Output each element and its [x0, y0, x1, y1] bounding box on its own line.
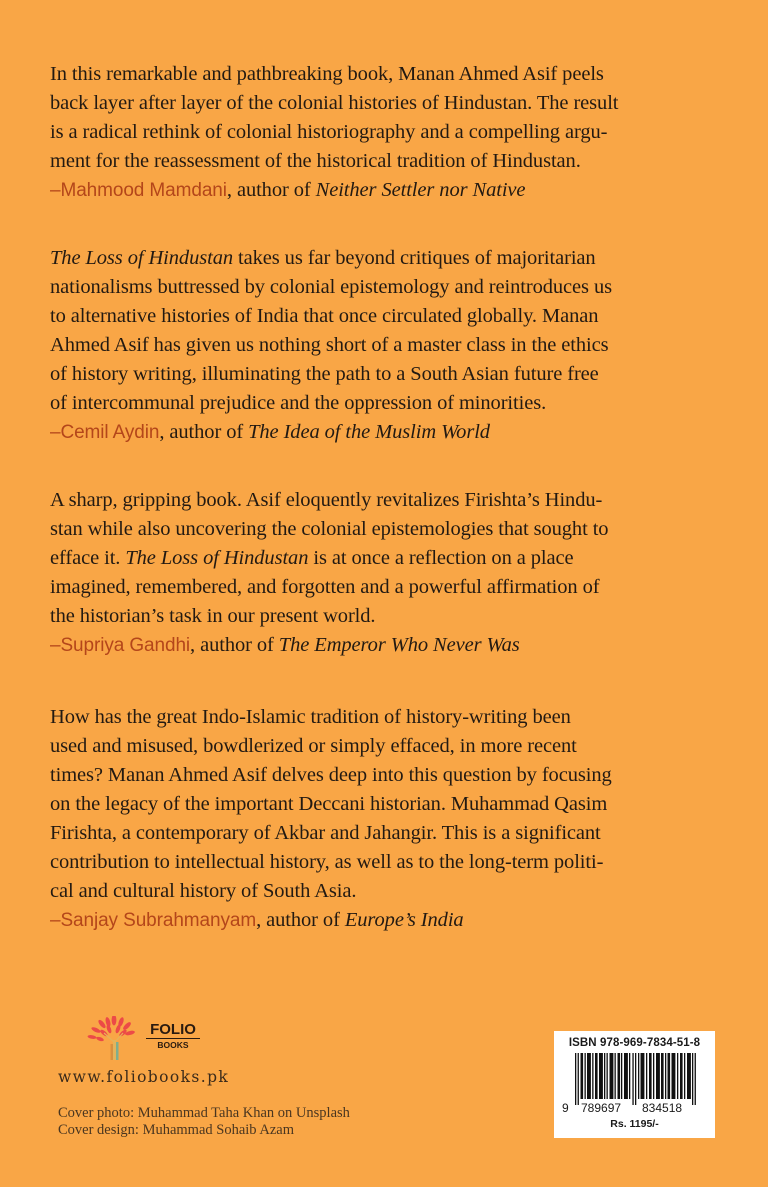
blurb-line: back layer after layer of the colonial histories of Hindustan. The result	[50, 92, 619, 114]
blurb-line-text: takes us far beyond critiques of majoritarian	[233, 247, 596, 269]
blurb-line: to alternative histories of India that once circulated globally. Manan	[50, 305, 599, 327]
blurb-line	[50, 544, 720, 573]
barcode-digit-group-1: 789697	[581, 1101, 622, 1115]
blurb-line	[50, 244, 720, 273]
blurb-line-text: is at once a reflection on a place	[308, 547, 574, 569]
book-title: The Loss of Hindustan	[125, 547, 309, 569]
cover-photo-credit: Cover photo: Muhammad Taha Khan on Unsplash	[58, 1105, 350, 1121]
blurb-line: stan while also uncovering the colonial epistemologies that sought to	[50, 518, 609, 540]
barcode-icon	[571, 1053, 699, 1105]
publisher-wordmark	[146, 1022, 200, 1050]
blurb-attribution	[50, 418, 720, 447]
blurb-line: used and misused, bowdlerized or simply effaced, in more recent	[50, 735, 577, 757]
barcode-digit-lead: 9	[562, 1101, 569, 1115]
blurb-line: of intercommunal prejudice and the oppression of minorities.	[50, 392, 547, 414]
attribution-name: –Supriya Gandhi	[50, 635, 191, 656]
blurb-gandhi	[50, 486, 720, 660]
price-label: Rs. 1195/-	[610, 1118, 659, 1130]
blurb-line: nationalisms buttressed by colonial epistemology and reintroduces us	[50, 276, 612, 298]
isbn-barcode-box	[554, 1031, 715, 1138]
attribution-name: –Mahmood Mamdani	[50, 180, 227, 201]
attribution-connector: , author of	[256, 909, 345, 931]
blurb-line: How has the great Indo-Islamic tradition of history-writing been	[50, 706, 571, 728]
blurb-line: Firishta, a contemporary of Akbar and Jahangir. This is a significant	[50, 822, 601, 844]
blurb-attribution	[50, 631, 720, 660]
attribution-work: Neither Settler nor Native	[315, 179, 526, 201]
isbn-label: ISBN 978-969-7834-51-8	[568, 1037, 701, 1049]
attribution-connector: , author of	[226, 179, 316, 201]
blurb-line: contribution to intellectual history, as well as to the long-term politi-	[50, 851, 604, 873]
blurb-subrahmanyam	[50, 703, 720, 935]
publisher-website: www.foliobooks.pk	[58, 1068, 230, 1086]
blurb-aydin	[50, 244, 720, 447]
barcode-digit-group-2: 834518	[642, 1101, 683, 1115]
blurb-line: imagined, remembered, and forgotten and a powerful affirmation of	[50, 576, 600, 598]
cover-design-credit: Cover design: Muhammad Sohaib Azam	[58, 1121, 294, 1138]
blurb-line: Ahmed Asif has given us nothing short of a master class in the ethics	[50, 334, 609, 356]
blurb-line: times? Manan Ahmed Asif delves deep into this question by focusing	[50, 764, 612, 786]
blurb-line: In this remarkable and pathbreaking book, Manan Ahmed Asif peels	[50, 63, 604, 85]
cover-credits	[58, 1105, 350, 1138]
blurb-attribution	[50, 906, 720, 935]
blurb-line: the historian’s task in our present world.	[50, 605, 376, 627]
book-title: The Loss of Hindustan	[50, 247, 234, 269]
logo-subtitle: BOOKS	[157, 1040, 189, 1050]
publisher-logo	[84, 1016, 204, 1060]
attribution-name: –Sanjay Subrahmanyam	[50, 910, 257, 931]
attribution-name: –Cemil Aydin	[50, 422, 160, 443]
blurb-mamdani	[50, 60, 720, 205]
attribution-connector: , author of	[159, 421, 249, 443]
attribution-work: Europe’s India	[344, 909, 464, 931]
blurb-line: cal and cultural history of South Asia.	[50, 880, 357, 902]
logo-title: FOLIO	[146, 1022, 200, 1039]
blurb-line-text: efface it.	[50, 547, 126, 569]
blurb-attribution	[50, 176, 720, 205]
blurb-line: on the legacy of the important Deccani historian. Muhammad Qasim	[50, 793, 608, 815]
blurb-line: ment for the reassessment of the historical tradition of Hindustan.	[50, 150, 581, 172]
attribution-work: The Emperor Who Never Was	[278, 634, 520, 656]
tree-icon	[84, 1016, 146, 1060]
attribution-connector: , author of	[190, 634, 279, 656]
blurb-line: is a radical rethink of colonial historiography and a compelling argu-	[50, 121, 608, 143]
attribution-work: The Idea of the Muslim World	[248, 421, 490, 443]
blurb-line: A sharp, gripping book. Asif eloquently revitalizes Firishta’s Hindu-	[50, 489, 603, 511]
blurb-line: of history writing, illuminating the path to a South Asian future free	[50, 363, 599, 385]
